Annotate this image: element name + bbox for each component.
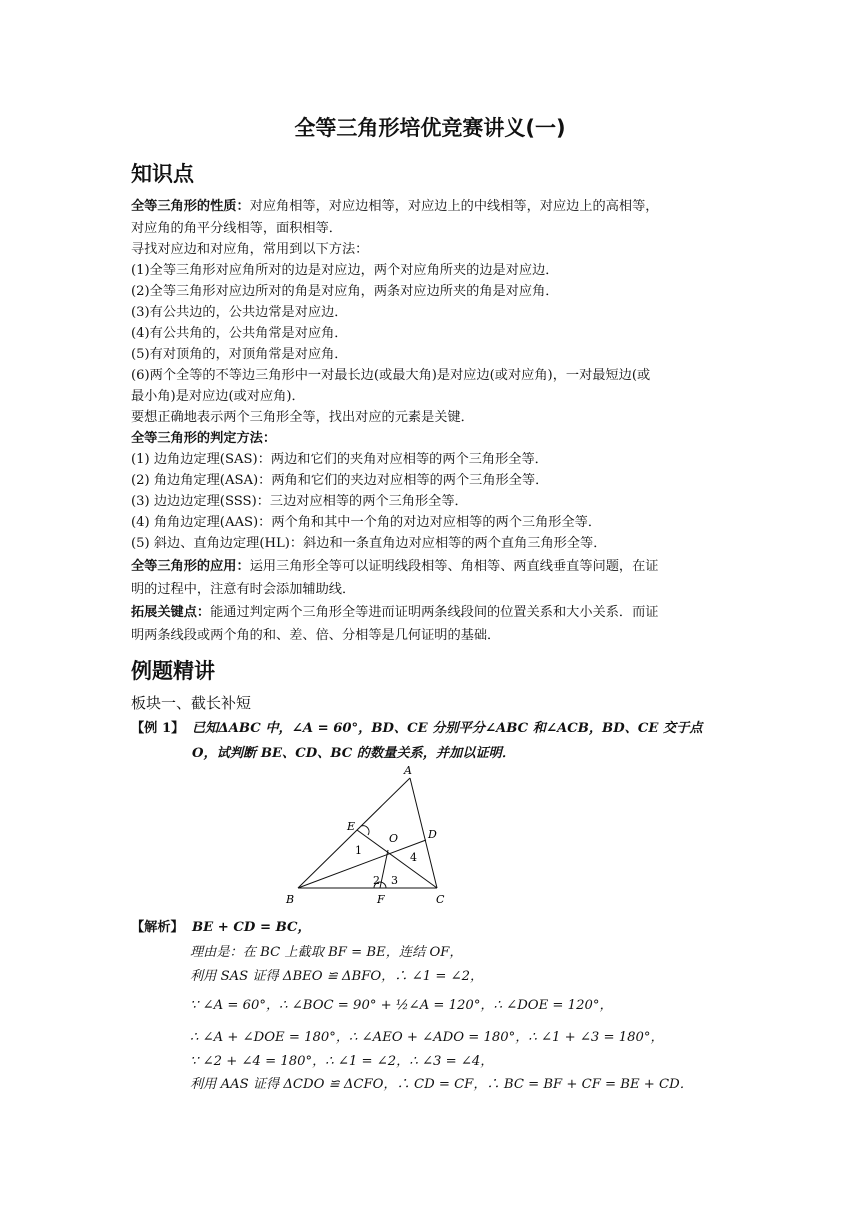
solution-tag: 【解析】 (131, 920, 184, 935)
label-E: E (347, 820, 356, 833)
solution-line-2: 利用 SAS 证得 ΔBEO ≌ ΔBFO，∴ ∠1 = ∠2， (190, 969, 484, 984)
judge-1: (1) 边角边定理(SAS)：两边和它们的夹角对应相等的两个三角形全等． (131, 452, 548, 467)
method-6b: 最小角)是对应边(或对应角)． (131, 389, 305, 404)
label-A: A (404, 764, 412, 777)
extension-line-1 (131, 604, 659, 622)
solution-line-4: ∴ ∠A + ∠DOE = 180°，∴ ∠AEO + ∠ADO = 180°，∴ ∠1 + ∠3 = 180°， (190, 1030, 664, 1045)
property-text-1: 对应角相等，对应边相等，对应边上的中线相等，对应边上的高相等， (249, 199, 659, 214)
example-line-1: 已知ΔABC 中，∠A = 60°，BD、CE 分别平分∠ABC 和∠ACB，BD、CE 交于点 (192, 721, 703, 736)
property-line-1 (131, 198, 659, 216)
method-2: (2)全等三角形对应边所对的角是对应角，两条对应边所夹的角是对应角． (131, 284, 559, 299)
application-label: 全等三角形的应用： (131, 559, 250, 574)
solution-line-6: 利用 AAS 证得 ΔCDO ≌ ΔCFO，∴ CD = CF，∴ BC = BF + CF = BE + CD． (190, 1077, 693, 1092)
property-label: 全等三角形的性质： (131, 199, 250, 214)
triangle-figure (280, 760, 460, 910)
label-C: C (436, 893, 445, 906)
key-note: 要想正确地表示两个三角形全等，找出对应的元素是关键． (131, 410, 474, 425)
angle-label-4: 4 (410, 851, 417, 864)
method-1: (1)全等三角形对应角所对的边是对应边，两个对应角所夹的边是对应边． (131, 263, 559, 278)
extension-text-2: 明两条线段或两个角的和、差、倍、分相等是几何证明的基础． (131, 628, 501, 643)
solution-answer: BE + CD = BC， (192, 920, 311, 935)
solution-line-1: 理由是：在 BC 上截取 BF = BE，连结 OF， (190, 945, 463, 960)
property-text-2: 对应角的角平分线相等，面积相等． (131, 221, 342, 236)
section-heading-examples: 例题精讲 (131, 659, 215, 683)
label-O: O (389, 832, 399, 845)
example-line-2: O，试判断 BE、CD、BC 的数量关系，并加以证明． (192, 746, 516, 761)
method-5: (5)有对顶角的，对顶角常是对应角． (131, 347, 348, 362)
section-heading-knowledge: 知识点 (131, 162, 194, 186)
extension-label: 拓展关键点： (131, 605, 211, 620)
application-text-2: 明的过程中，注意有时会添加辅助线． (131, 582, 356, 597)
label-F: F (377, 893, 385, 906)
angle-label-2: 2 (373, 874, 380, 887)
block-heading: 板块一、截长补短 (131, 694, 252, 712)
application-text-1: 运用三角形全等可以证明线段相等、角相等、两直线垂直等问题，在证 (249, 559, 659, 574)
example-tag: 【例 1】 (131, 721, 185, 736)
find-intro: 寻找对应边和对应角，常用到以下方法： (131, 242, 369, 257)
judge-4: (4) 角角边定理(AAS)：两个角和其中一个角的对边对应相等的两个三角形全等． (131, 515, 602, 530)
method-4: (4)有公共角的，公共角常是对应角． (131, 326, 348, 341)
page-title: 全等三角形培优竞赛讲义(一) (294, 116, 566, 140)
angle-label-3: 3 (391, 874, 398, 887)
solution-line-3: ∵ ∠A = 60°，∴ ∠BOC = 90° + ½∠A = 120°，∴ ∠DOE = 120°， (190, 998, 613, 1013)
label-D: D (428, 828, 437, 841)
method-3: (3)有公共边的，公共边常是对应边． (131, 305, 348, 320)
angle-label-1: 1 (355, 844, 362, 857)
solution-line-5: ∵ ∠2 + ∠4 = 180°，∴ ∠1 = ∠2，∴ ∠3 = ∠4， (190, 1054, 494, 1069)
judge-5: (5) 斜边、直角边定理(HL)：斜边和一条直角边对应相等的两个直角三角形全等． (131, 536, 607, 551)
judge-label: 全等三角形的判定方法： (131, 431, 277, 446)
method-6a: (6)两个全等的不等边三角形中一对最长边(或最大角)是对应边(或对应角)，一对最短边(或 (131, 368, 651, 383)
application-line-1 (131, 558, 659, 576)
judge-2: (2) 角边角定理(ASA)：两角和它们的夹边对应相等的两个三角形全等． (131, 473, 549, 488)
label-B: B (286, 893, 295, 906)
judge-3: (3) 边边边定理(SSS)：三边对应相等的两个三角形全等． (131, 494, 468, 509)
extension-text-1: 能通过判定两个三角形全等进而证明两条线段间的位置关系和大小关系．而证 (210, 605, 659, 620)
